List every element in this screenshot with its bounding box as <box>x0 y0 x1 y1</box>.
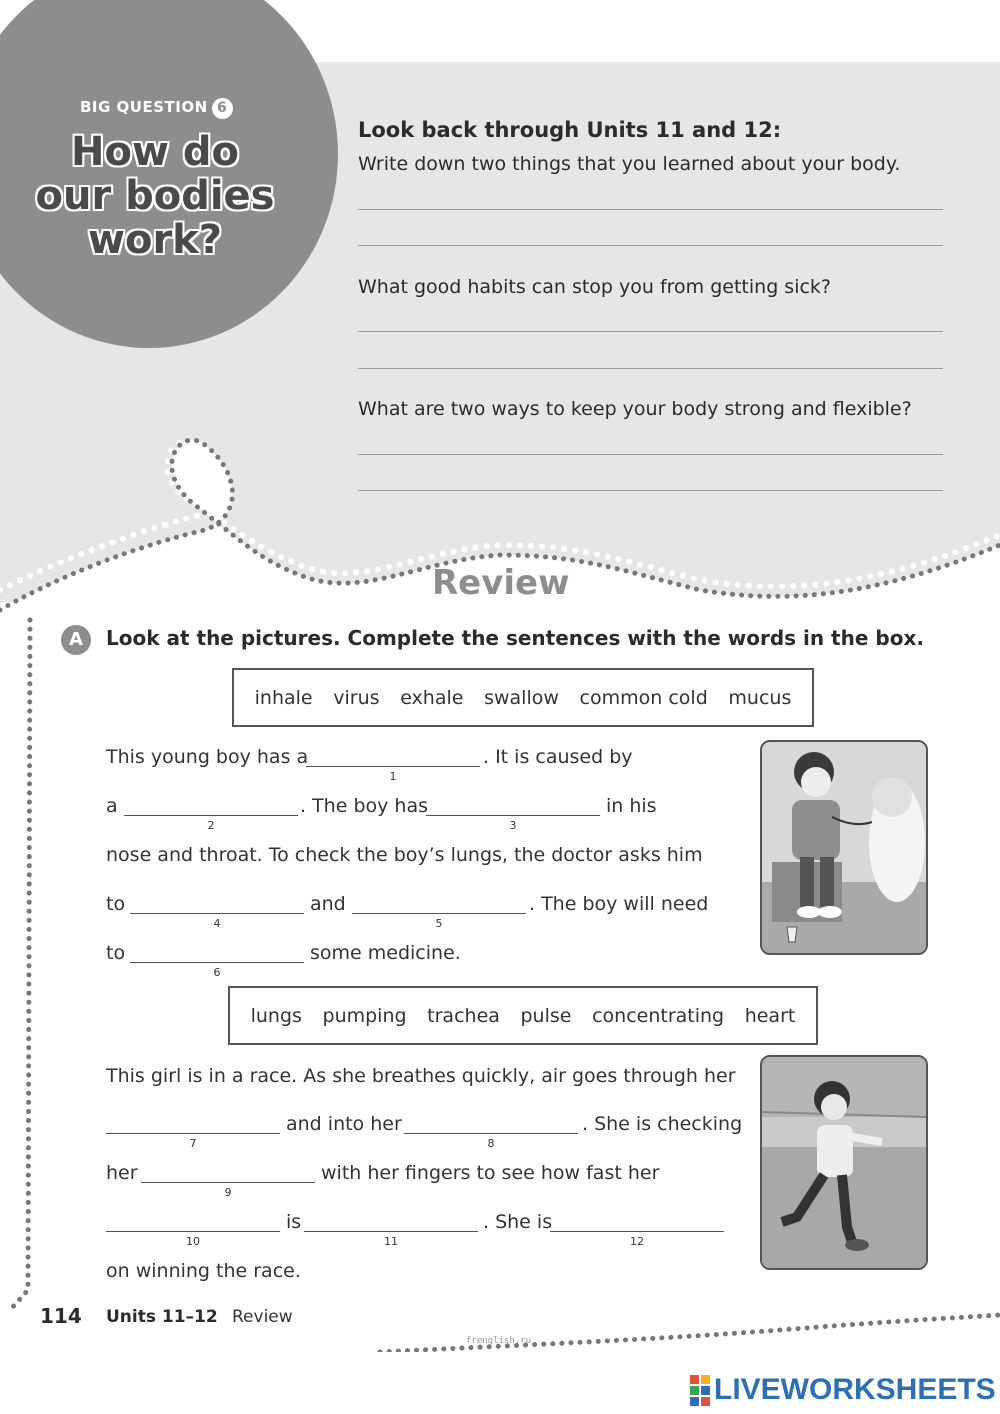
word-box-item: concentrating <box>592 1004 725 1027</box>
running-girl-illustration <box>762 1057 926 1268</box>
p2-text: This girl is in a race. As she breathes quickly, air goes through her <box>106 1065 736 1087</box>
blank-number: 7 <box>189 1137 197 1150</box>
watermark: frenglish.ru <box>466 1336 532 1346</box>
word-box-item: pumping <box>322 1004 407 1027</box>
big-question-title <box>30 130 280 262</box>
word-box-item: common cold <box>579 686 708 709</box>
word-box-item: inhale <box>254 686 313 709</box>
title-line-1: How do <box>71 129 239 175</box>
blank-6[interactable] <box>130 962 304 963</box>
footer-units: Units 11–12 <box>106 1307 218 1327</box>
p2-text: her <box>106 1162 138 1184</box>
p2-text: . She is <box>483 1211 553 1233</box>
p1-text: a <box>106 795 118 817</box>
p2-text: is <box>286 1211 302 1233</box>
answer-line-2b[interactable] <box>358 368 943 369</box>
logo-square <box>701 1397 710 1406</box>
p1-text: to <box>106 893 126 915</box>
title-line-2: our bodies <box>35 173 275 219</box>
footer-section: Review <box>232 1307 293 1327</box>
p1-text: in his <box>606 795 657 817</box>
doctor-boy-illustration <box>762 742 926 953</box>
blank-number: 11 <box>384 1235 398 1248</box>
blank-number: 3 <box>509 819 517 832</box>
blank-2[interactable] <box>124 815 298 816</box>
logo-grid-icon <box>690 1375 710 1406</box>
p1-text: This young boy has a <box>106 746 309 768</box>
blank-9[interactable] <box>141 1182 315 1183</box>
running-girl-picture <box>760 1055 928 1270</box>
p1-text: nose and throat. To check the boy’s lungs, the doctor asks him <box>106 844 703 866</box>
word-box-item: swallow <box>484 686 559 709</box>
blank-4[interactable] <box>130 913 304 914</box>
big-question-label <box>80 98 233 119</box>
answer-line-3b[interactable] <box>358 490 943 491</box>
answer-line-2a[interactable] <box>358 331 943 332</box>
blank-number: 4 <box>213 917 221 930</box>
p1-text: to <box>106 942 126 964</box>
doctor-boy-picture <box>760 740 928 955</box>
question-2: What good habits can stop you from getting sick? <box>358 276 832 298</box>
word-box-item: heart <box>744 1004 796 1027</box>
blank-number: 6 <box>213 966 221 979</box>
review-heading: Review <box>432 563 570 603</box>
look-back-title: Look back through Units 11 and 12: <box>358 118 782 142</box>
liveworksheets-logo[interactable] <box>690 1373 996 1407</box>
blank-number: 1 <box>389 770 397 783</box>
blank-number: 5 <box>435 917 443 930</box>
logo-square <box>701 1386 710 1395</box>
blank-number: 9 <box>224 1186 232 1199</box>
answer-line-3a[interactable] <box>358 454 943 455</box>
logo-square <box>690 1386 699 1395</box>
blank-5[interactable] <box>352 913 526 914</box>
p1-text: . It is caused by <box>483 746 633 768</box>
page-number: 114 <box>40 1304 82 1328</box>
p2-text: . She is checking <box>582 1113 743 1135</box>
p1-text: . The boy has <box>300 795 429 817</box>
blank-8[interactable] <box>404 1133 578 1134</box>
blank-1[interactable] <box>306 766 480 767</box>
logo-square <box>690 1375 699 1384</box>
question-1: Write down two things that you learned about your body. <box>358 153 901 175</box>
word-box-item: lungs <box>250 1004 302 1027</box>
big-question-text: BIG QUESTION <box>80 98 208 116</box>
blank-3[interactable] <box>426 815 600 816</box>
word-box-item: exhale <box>400 686 464 709</box>
big-question-number: 6 <box>212 98 233 119</box>
p2-text: and into her <box>286 1113 402 1135</box>
blank-12[interactable] <box>550 1231 724 1232</box>
answer-line-1a[interactable] <box>358 209 943 210</box>
word-box-item: pulse <box>520 1004 572 1027</box>
section-a-instruction: Look at the pictures. Complete the sentences with the words in the box. <box>106 626 924 650</box>
question-3: What are two ways to keep your body strong and flexible? <box>358 398 912 420</box>
p1-text: some medicine. <box>310 942 461 964</box>
p1-text: and <box>310 893 346 915</box>
blank-number: 10 <box>186 1235 200 1248</box>
logo-square <box>690 1397 699 1406</box>
word-box-2 <box>228 986 818 1045</box>
blank-number: 12 <box>630 1235 644 1248</box>
logo-square <box>701 1375 710 1384</box>
blank-7[interactable] <box>106 1133 280 1134</box>
blank-10[interactable] <box>106 1231 280 1232</box>
word-box-item: mucus <box>728 686 792 709</box>
answer-line-1b[interactable] <box>358 245 943 246</box>
blank-11[interactable] <box>304 1231 478 1232</box>
word-box-item: virus <box>333 686 380 709</box>
p2-text: on winning the race. <box>106 1260 301 1282</box>
p1-text: . The boy will need <box>529 893 709 915</box>
word-box-1 <box>232 668 814 727</box>
blank-number: 8 <box>487 1137 495 1150</box>
section-a-badge: A <box>61 625 91 655</box>
word-box-item: trachea <box>427 1004 500 1027</box>
blank-number: 2 <box>207 819 215 832</box>
p2-text: with her fingers to see how fast her <box>321 1162 660 1184</box>
brand-name: LIVEWORKSHEETS <box>714 1373 996 1406</box>
title-line-3: work? <box>88 217 222 263</box>
